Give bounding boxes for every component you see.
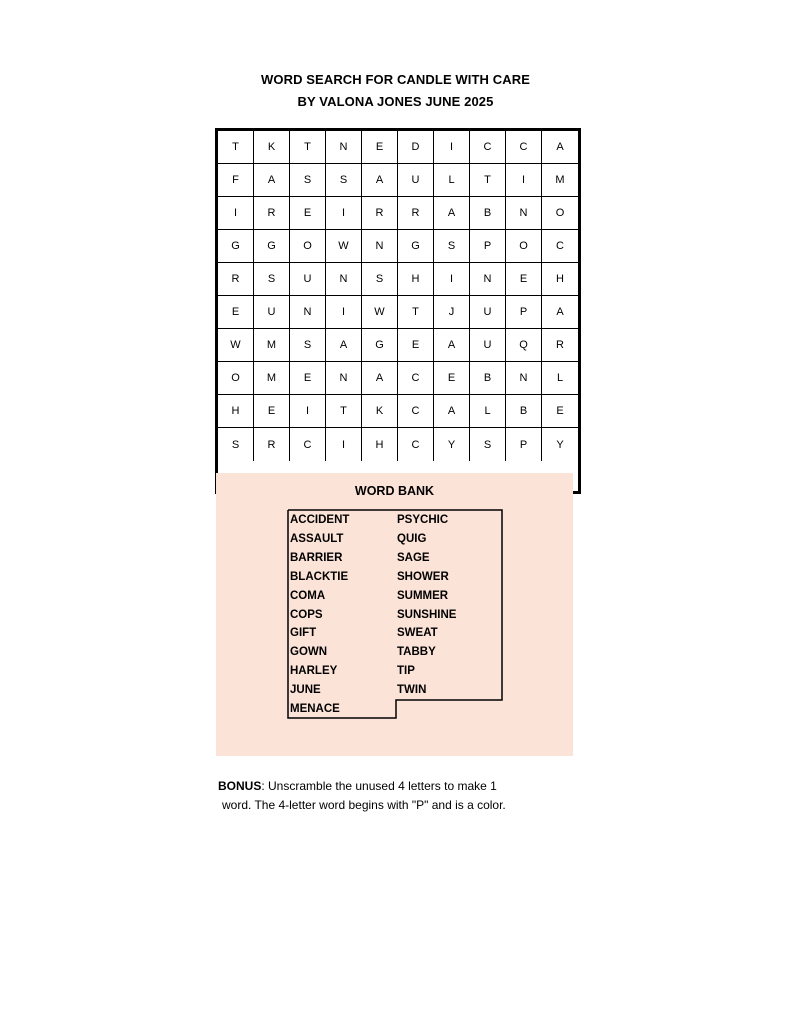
grid-cell: H	[542, 263, 578, 296]
grid-cell: P	[506, 296, 542, 329]
word-bank-word: SHOWER	[397, 570, 449, 583]
grid-cell: U	[470, 296, 506, 329]
grid-cell: M	[254, 362, 290, 395]
grid-cell: S	[326, 164, 362, 197]
grid-cell: R	[254, 428, 290, 461]
grid-cell: G	[218, 230, 254, 263]
word-bank-word: GIFT	[290, 627, 317, 640]
bonus-text-line1: : Unscramble the unused 4 letters to make 1	[261, 779, 497, 793]
grid-cell: G	[362, 329, 398, 362]
grid-cell: W	[326, 230, 362, 263]
grid-cell: R	[542, 329, 578, 362]
grid-cell: E	[362, 131, 398, 164]
grid-cell: N	[326, 263, 362, 296]
grid-cell: Q	[506, 329, 542, 362]
grid-cell: I	[434, 263, 470, 296]
grid-cell: E	[218, 296, 254, 329]
grid-cell: I	[218, 197, 254, 230]
word-bank-word: TWIN	[397, 684, 427, 697]
grid-cell: C	[542, 230, 578, 263]
grid-cell: I	[326, 296, 362, 329]
grid-cell: S	[362, 263, 398, 296]
grid-cell: K	[362, 395, 398, 428]
word-bank-word: SUMMER	[397, 589, 449, 602]
grid-cell: E	[290, 197, 326, 230]
grid-cell: A	[362, 362, 398, 395]
grid-cell: C	[398, 362, 434, 395]
word-bank-word: ACCIDENT	[290, 514, 350, 526]
grid-cell: N	[290, 296, 326, 329]
grid-cell: S	[434, 230, 470, 263]
grid-cell: U	[470, 329, 506, 362]
grid-cell: N	[326, 131, 362, 164]
grid-cell: R	[218, 263, 254, 296]
grid-cell: A	[434, 197, 470, 230]
grid-cell: A	[542, 131, 578, 164]
grid-cell: E	[254, 395, 290, 428]
grid-cell: H	[218, 395, 254, 428]
grid-cell: G	[398, 230, 434, 263]
grid-cell: U	[254, 296, 290, 329]
grid-cell: S	[218, 428, 254, 461]
grid-cell: O	[218, 362, 254, 395]
grid-cell: C	[470, 131, 506, 164]
grid-cell: A	[434, 329, 470, 362]
grid-cell: G	[254, 230, 290, 263]
grid-cell: T	[290, 131, 326, 164]
word-bank-word: GOWN	[290, 646, 328, 659]
word-bank-word: PSYCHIC	[397, 514, 449, 526]
grid-cell: C	[290, 428, 326, 461]
grid-cell: B	[470, 362, 506, 395]
word-bank-word: SWEAT	[397, 627, 438, 640]
grid-cell: A	[326, 329, 362, 362]
word-bank-word: SUNSHINE	[397, 608, 457, 621]
grid-cell: A	[542, 296, 578, 329]
word-bank-word: SAGE	[397, 551, 430, 564]
grid-cell: A	[362, 164, 398, 197]
grid-cell: M	[254, 329, 290, 362]
grid-cell: I	[290, 395, 326, 428]
grid-cell: E	[434, 362, 470, 395]
grid-cell: L	[470, 395, 506, 428]
grid-cell: U	[290, 263, 326, 296]
grid-cell: P	[506, 428, 542, 461]
grid-cell: A	[254, 164, 290, 197]
grid-cell: C	[398, 428, 434, 461]
grid-cell: E	[506, 263, 542, 296]
grid-cell: M	[542, 164, 578, 197]
word-bank-word: JUNE	[290, 684, 321, 697]
grid-cell: R	[254, 197, 290, 230]
word-bank-word: COPS	[290, 608, 323, 621]
word-bank-word: ASSAULT	[290, 532, 344, 545]
word-bank-panel	[216, 473, 573, 756]
grid-cell: N	[326, 362, 362, 395]
grid-cell: O	[290, 230, 326, 263]
grid-cell: T	[218, 131, 254, 164]
grid-cell: L	[542, 362, 578, 395]
grid-cell: S	[290, 329, 326, 362]
grid-cell: A	[434, 395, 470, 428]
bonus-label: BONUS	[218, 779, 262, 793]
grid-cell: S	[290, 164, 326, 197]
grid-cell: E	[398, 329, 434, 362]
grid-cell: I	[506, 164, 542, 197]
word-bank-word: BLACKTIE	[290, 570, 349, 583]
word-bank-word: MENACE	[290, 703, 340, 715]
grid-cell: B	[506, 395, 542, 428]
grid-cell: W	[218, 329, 254, 362]
grid-cell: U	[398, 164, 434, 197]
grid-cell: Y	[434, 428, 470, 461]
grid-cell: P	[470, 230, 506, 263]
word-bank-word: TIP	[397, 665, 415, 678]
grid-cell: E	[542, 395, 578, 428]
grid-cell: K	[254, 131, 290, 164]
grid-cell: E	[290, 362, 326, 395]
grid-cell: J	[434, 296, 470, 329]
grid-cell: T	[398, 296, 434, 329]
grid-cell: H	[398, 263, 434, 296]
grid-cell: B	[470, 197, 506, 230]
grid-cell: N	[470, 263, 506, 296]
grid-cell: T	[326, 395, 362, 428]
grid-cell: R	[398, 197, 434, 230]
grid-cell: R	[362, 197, 398, 230]
grid-cell: I	[326, 428, 362, 461]
word-bank-word: HARLEY	[290, 665, 338, 678]
grid-cell: S	[470, 428, 506, 461]
bonus-text-line2: word. The 4-letter word begins with "P" and is a color.	[222, 798, 506, 812]
grid-cell: I	[434, 131, 470, 164]
word-bank-word: COMA	[290, 589, 326, 602]
grid-cell: H	[362, 428, 398, 461]
grid-cell: C	[506, 131, 542, 164]
word-bank-title: WORD BANK	[354, 484, 435, 498]
word-bank-word: QUIG	[397, 532, 427, 545]
grid-cell: T	[470, 164, 506, 197]
page-title: WORD SEARCH FOR CANDLE WITH CARE	[261, 72, 530, 87]
grid-cell: N	[506, 362, 542, 395]
bonus-instructions	[218, 777, 578, 815]
grid-cell: O	[542, 197, 578, 230]
grid-cell: N	[362, 230, 398, 263]
grid-cell: N	[506, 197, 542, 230]
word-bank-word: BARRIER	[290, 551, 343, 564]
grid-cell: C	[398, 395, 434, 428]
grid-cell: I	[326, 197, 362, 230]
grid-cell: W	[362, 296, 398, 329]
grid-cell: Y	[556, 438, 564, 451]
grid-cell: F	[218, 164, 254, 197]
word-bank-outline	[216, 473, 573, 756]
grid-cell: O	[506, 230, 542, 263]
grid-cell: L	[434, 164, 470, 197]
grid-cell: D	[398, 131, 434, 164]
word-bank-word: TABBY	[397, 646, 436, 659]
word-search-grid	[215, 128, 581, 494]
grid-cell: S	[254, 263, 290, 296]
page-subtitle: BY VALONA JONES JUNE 2025	[297, 94, 494, 109]
